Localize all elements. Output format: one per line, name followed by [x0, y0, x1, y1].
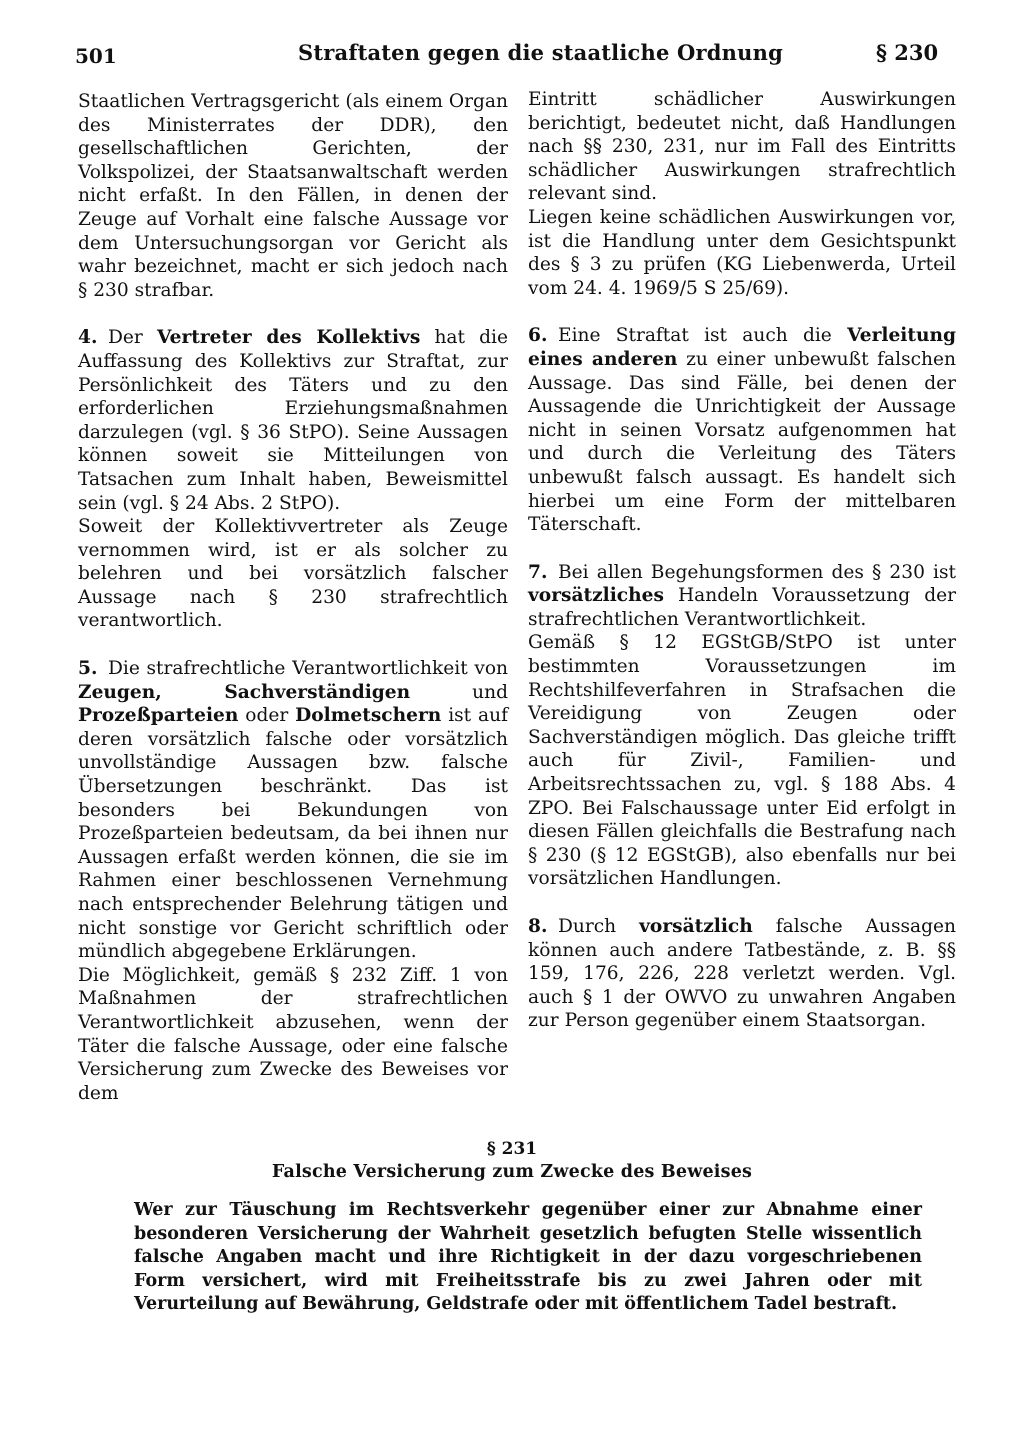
- paragraph-number: 5.: [78, 658, 98, 680]
- page-number: 501: [75, 44, 117, 68]
- emphasis: vorsätzlich: [639, 916, 753, 937]
- paragraph-continued: Staatlichen Vertragsgericht (als einem Organ des Ministerrates der DDR), den gesellschaftlichen Gerichten, der Volkspolizei, der Staatsanwaltschaft werden nicht erfaßt. In den Fällen, in denen der Zeuge auf Vorhalt eine falsche Aussage vor dem Untersuchungsorgan vor Gericht als wahr bezeichnet, macht er sich jedoch nach § 230 strafbar.: [78, 91, 508, 301]
- paragraph-number: 6.: [528, 325, 548, 347]
- emphasis: Zeugen, Sachverständigen: [78, 681, 411, 703]
- emphasis: Prozeßparteien: [78, 705, 239, 727]
- law-section: [0, 1138, 1024, 1317]
- paragraph-continued-2: Liegen keine schädlichen Auswirkungen vor, ist die Handlung unter dem Gesichtspunkt des § 3 zu prüfen (KG Liebenwerda, Urteil vom 24. 4. 1969/5 S 25/69).: [528, 206, 956, 299]
- paragraph-5-continued: Die Möglichkeit, gemäß § 232 Ziff. 1 von Maßnahmen der strafrechtlichen Verantwortlichkeit abzusehen, wenn der Täter die falsche Aussage, oder eine falsche Versicherung zum Zwecke des Beweises vor dem: [78, 964, 508, 1104]
- law-section-title: Falsche Versicherung zum Zwecke des Beweises: [271, 1162, 753, 1182]
- paragraph-number: 4.: [78, 327, 98, 349]
- paragraph-number: 8.: [528, 916, 548, 937]
- paragraph-continued: Eintritt schädlicher Auswirkungen berichtigt, bedeutet nicht, daß Handlungen nach §§ 230, 231, nur im Fall des Eintritts schädlicher Auswirkungen strafrechtlich relevant sind.: [528, 89, 956, 205]
- emphasis: Verleitung eines anderen: [528, 325, 956, 370]
- emphasis: vorsätzliches: [528, 585, 664, 607]
- left-column: [78, 90, 508, 1105]
- paragraph-8: 8. Durch vorsätzlich falsche Aussagen können auch andere Tatbestände, z. B. §§ 159, 176, 226, 228 verletzt werden. Vgl. auch § 1 der OWVO zu unwahren Angaben zur Person gegenüber einem Staatsorgan.: [528, 916, 956, 1032]
- header-section: § 230: [876, 40, 939, 65]
- paragraph-4-continued: Soweit der Kollektivvertreter als Zeuge vernommen wird, ist er als solcher zu belehren und bei vorsätzlich falscher Aussage nach § 230 strafrechtlich verantwortlich.: [78, 516, 508, 632]
- paragraph-7-continued: Gemäß § 12 EGStGB/StPO ist unter bestimmten Voraussetzungen im Rechtshilfeverfahren in Strafsachen die Vereidigung von Zeugen oder Sachverständigen möglich. Das gleiche trifft auch für Zivil-, Familien- und Arbeitsrechtssachen zu, vgl. § 188 Abs. 4 ZPO. Bei Falschaussage unter Eid erfolgt in diesen Fällen gleichfalls die Bestrafung nach § 230 (§ 12 EGStGB), also ebenfalls nur bei vorsätzlichen Handlungen.: [528, 632, 956, 890]
- paragraph-number: 7.: [528, 561, 548, 583]
- emphasis: Dolmetschern: [295, 705, 442, 727]
- emphasis: Vertreter des Kollektivs: [156, 327, 421, 349]
- paragraph-7: 7. Bei allen Begehungsformen des § 230 ist vorsätzliches Handeln Voraussetzung der strafrechtlichen Verantwortlichkeit.: [528, 561, 956, 630]
- header-title: Straftaten gegen die staatliche Ordnung: [298, 40, 783, 65]
- paragraph-4: 4. Der Vertreter des Kollektivs hat die Auffassung des Kollektivs zur Straftat, zur Persönlichkeit des Täters und zu den erforderlichen Erziehungsmaßnahmen darzulegen (vgl. § 36 StPO). Seine Aussagen können soweit sie Mitteilungen von Tatsachen zum Inhalt haben, Beweismittel sein (vgl. § 24 Abs. 2 StPO).: [78, 327, 508, 514]
- running-header: [0, 36, 1024, 76]
- paragraph-6: 6. Eine Straftat ist auch die Verleitung eines anderen zu einer unbewußt falschen Aussage. Das sind Fälle, bei denen der Aussagende die Unrichtigkeit der Aussage nicht in seinen Vorsatz aufgenommen hat und durch die Verleitung des Täters unbewußt falsch aussagt. Es handelt sich hierbei um eine Form der mittelbaren Täterschaft.: [528, 325, 956, 536]
- law-text: Wer zur Täuschung im Rechtsverkehr gegenüber einer zur Abnahme einer besonderen Versicherung der Wahrheit gesetzlich befugten Stelle wissentlich falsche Angaben macht und ihre Richtigkeit in der dazu vorgeschriebenen Form versichert, wird mit Freiheitsstrafe bis zu zwei Jahren oder mit Verurteilung auf Bewährung, Geldstrafe oder mit öffentlichem Tadel bestraft.: [134, 1200, 922, 1314]
- right-column: [528, 88, 956, 1033]
- paragraph-5: 5. Die strafrechtliche Verantwortlichkeit von Zeugen, Sachverständigen und Prozeßparteien oder Dolmetschern ist auf deren vorsätzlich falsche oder vorsätzlich unvollständige Aussagen bzw. falsche Übersetzungen beschränkt. Das ist besonders bei Bekundungen von Prozeßparteien bedeutsam, da bei ihnen nur Aussagen erfaßt werden können, die sie im Rahmen einer beschlossenen Vernehmung nach entsprechender Belehrung tätigen und nicht sonstige vor Gericht schriftlich oder mündlich abgegebene Erklärungen.: [78, 658, 508, 963]
- law-section-number: § 231: [486, 1139, 538, 1159]
